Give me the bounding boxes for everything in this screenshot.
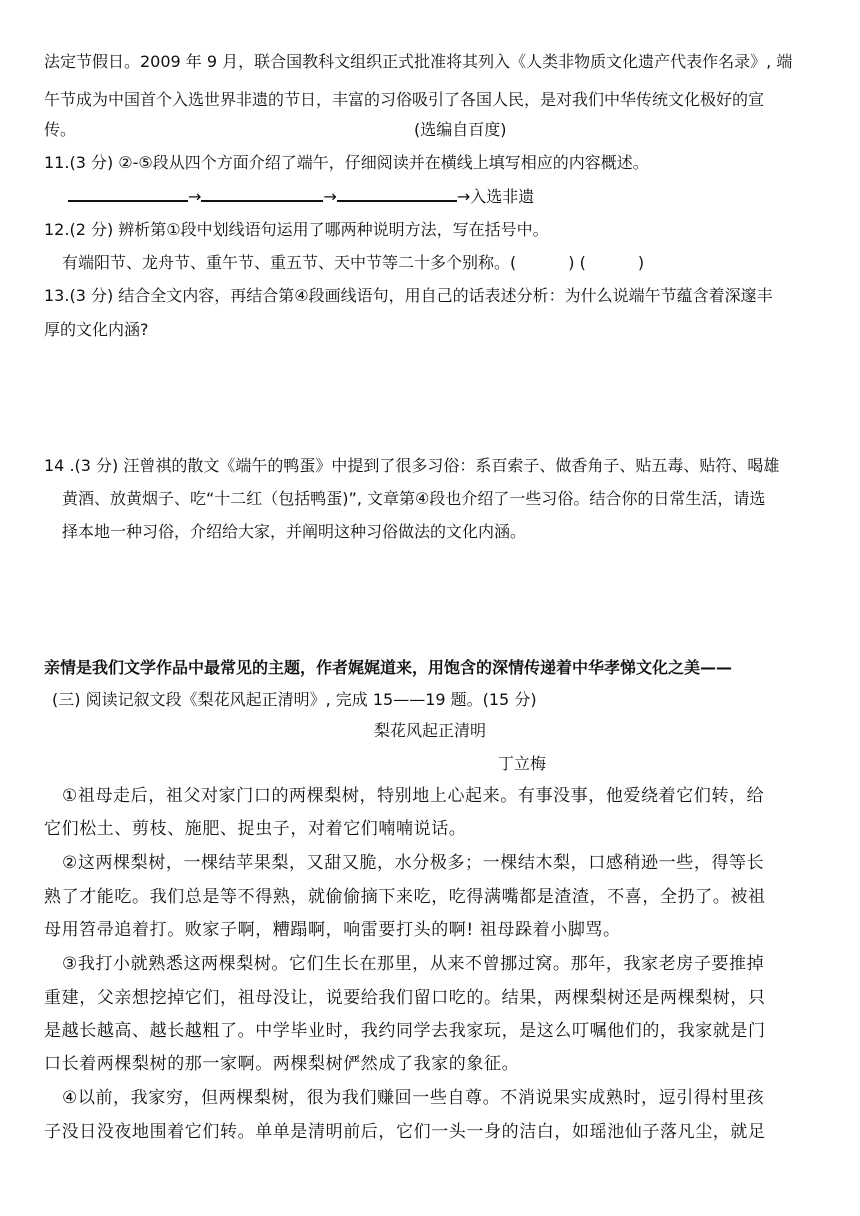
article-paragraph-line: ③我打小就熟悉这两棵梨树。它们生长在那里，从来不曾挪过窝。那年，我家老房子要推掉 [62, 954, 765, 974]
section-intro: 亲情是我们文学作品中最常见的主题，作者娓娓道来，用饱含的深情传递着中华孝悌文化之美—— [44, 658, 733, 677]
bracket: ) [637, 253, 645, 272]
question-14-line: 择本地一种习俗，介绍给大家，并阐明这种习俗做法的文化内涵。 [62, 522, 527, 541]
question-14-line: 14 .(3 分) 汪曾祺的散文《端午的鸭蛋》中提到了很多习俗：系百索子、做香角子、贴五毒、贴符、喝雄 [44, 456, 780, 475]
article-paragraph-line: 熟了才能吃。我们总是等不得熟，就偷偷摘下来吃，吃得满嘴都是渣渣，不喜，全扔了。被祖 [44, 887, 766, 907]
question-13-line: 13.(3 分) 结合全文内容，再结合第④段画线语句，用自己的话表述分析：为什么说端午节蕴含着深邃丰 [44, 286, 773, 305]
article-paragraph-line: ②这两棵梨树，一棵结苹果梨，又甜又脆，水分极多；一棵结木梨，口感稍逊一些，得等长 [62, 853, 765, 873]
passage-line [44, 118, 824, 142]
question-11-blanks [68, 184, 848, 209]
question-14-line: 黄酒、放黄烟子、吃“十二红（包括鸭蛋)”, 文章第④段也介绍了一些习俗。结合你的日常生活，请选 [62, 489, 766, 508]
passage-line: 法定节假日。2009 年 9 月，联合国教科文组织正式批准将其列入《人类非物质文化遗产代表作名录》, 端 [44, 52, 793, 71]
article-paragraph-line: 它们松土、剪枝、施肥、捉虫子，对着它们喃喃说话。 [44, 819, 467, 839]
answer-blank[interactable] [68, 184, 188, 202]
bracket: ) ( [568, 253, 586, 272]
article-author: 丁立梅 [498, 754, 547, 773]
arrow: → [323, 187, 337, 206]
question-12: 12.(2 分) 辨析第①段中划线语句运用了哪两种说明方法，写在括号中。 [44, 220, 549, 239]
answer-blank[interactable] [337, 184, 457, 202]
article-paragraph-line: ①祖母走后，祖父对家门口的两棵梨树，特别地上心起来。有事没事，他爱绕着它们转，给 [62, 786, 765, 806]
article-paragraph-line: 口长着两棵梨树的那一家啊。两棵梨树俨然成了我家的象征。 [44, 1054, 520, 1074]
underlined-sentence: 有端阳节、龙舟节、重午节、重五节、天中节等二十多个别称。( [62, 253, 517, 272]
article-paragraph-line: 是越长越高、越长越粗了。中学毕业时，我约同学去我家玩，是这么叮嘱他们的，我家就是门 [44, 1021, 766, 1041]
source-note: (选编自百度) [414, 120, 507, 139]
section-heading: (三) 阅读记叙文段《梨花风起正清明》, 完成 15——19 题。(15 分) [52, 690, 537, 709]
article-paragraph-line: ④以前，我家穷，但两棵梨树，很为我们赚回一些自尊。不消说果实成熟时，逗引得村里孩 [62, 1088, 765, 1108]
article-paragraph-line: 子没日没夜地围着它们转。单单是清明前后，它们一头一身的洁白，如瑶池仙子落凡尘，就足 [44, 1122, 766, 1142]
answer-blank[interactable] [201, 184, 323, 202]
article-paragraph-line: 母用笤帚追着打。败家子啊，糟蹋啊，响雷要打头的啊! 祖母跺着小脚骂。 [44, 920, 621, 940]
arrow: → [188, 187, 202, 206]
article-paragraph-line: 重建，父亲想挖掉它们，祖母没让，说要给我们留口吃的。结果，两棵梨树还是两棵梨树，只 [44, 988, 766, 1008]
question-11: 11.(3 分) ②-⑤段从四个方面介绍了端午，仔细阅读并在横线上填写相应的内容概述。 [44, 153, 649, 172]
passage-line: 午节成为中国首个入选世界非遗的节日，丰富的习俗吸引了各国人民，是对我们中华传统文化极好的宣 [44, 90, 765, 109]
question-13-line: 厚的文化内涵? [44, 320, 149, 339]
passage-line-end: 传。 [44, 120, 77, 139]
article-title: 梨花风起正清明 [373, 721, 486, 740]
arrow-end: →入选非遗 [456, 187, 535, 206]
question-12-sentence [62, 251, 842, 275]
